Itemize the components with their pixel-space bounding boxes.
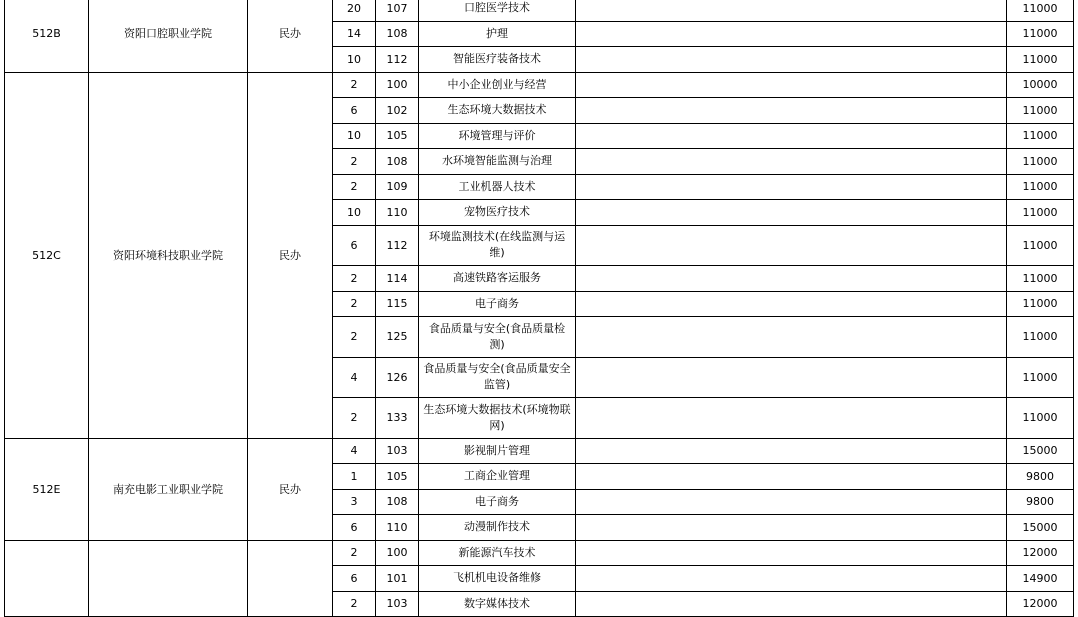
remark-cell (576, 398, 1007, 439)
major-code-cell: 102 (376, 98, 419, 124)
remark-cell (576, 464, 1007, 490)
major-code-cell: 108 (376, 489, 419, 515)
major-name-cell: 电子商务 (419, 291, 576, 317)
tuition-cell: 11000 (1007, 0, 1074, 21)
tuition-cell: 9800 (1007, 464, 1074, 490)
table-row (5, 72, 1074, 98)
major-code-cell: 125 (376, 317, 419, 358)
remark-cell (576, 149, 1007, 175)
tuition-cell: 11000 (1007, 123, 1074, 149)
remark-cell (576, 291, 1007, 317)
major-name-cell: 飞机机电设备维修 (419, 566, 576, 592)
major-code-cell: 110 (376, 200, 419, 226)
remark-cell (576, 317, 1007, 358)
school-code-cell (5, 540, 89, 617)
remark-cell (576, 0, 1007, 21)
plan-count-cell: 2 (333, 149, 376, 175)
major-name-cell: 食品质量与安全(食品质量检测) (419, 317, 576, 358)
major-name-cell: 中小企业创业与经营 (419, 72, 576, 98)
enrollment-table (4, 0, 1074, 617)
major-name-cell: 水环境智能监测与治理 (419, 149, 576, 175)
remark-cell (576, 515, 1007, 541)
tuition-cell: 11000 (1007, 98, 1074, 124)
tuition-cell: 11000 (1007, 174, 1074, 200)
plan-count-cell: 4 (333, 438, 376, 464)
tuition-cell: 11000 (1007, 47, 1074, 73)
major-code-cell: 112 (376, 225, 419, 266)
table-row (5, 0, 1074, 21)
remark-cell (576, 591, 1007, 617)
major-code-cell: 133 (376, 398, 419, 439)
major-code-cell: 109 (376, 174, 419, 200)
major-code-cell: 105 (376, 464, 419, 490)
major-code-cell: 110 (376, 515, 419, 541)
plan-count-cell: 2 (333, 72, 376, 98)
tuition-cell: 11000 (1007, 225, 1074, 266)
remark-cell (576, 489, 1007, 515)
plan-count-cell: 6 (333, 566, 376, 592)
remark-cell (576, 98, 1007, 124)
remark-cell (576, 72, 1007, 98)
plan-count-cell: 10 (333, 47, 376, 73)
remark-cell (576, 266, 1007, 292)
major-name-cell: 数字媒体技术 (419, 591, 576, 617)
major-code-cell: 115 (376, 291, 419, 317)
tuition-cell: 10000 (1007, 72, 1074, 98)
tuition-cell: 11000 (1007, 266, 1074, 292)
plan-count-cell: 2 (333, 174, 376, 200)
major-code-cell: 103 (376, 438, 419, 464)
major-name-cell: 动漫制作技术 (419, 515, 576, 541)
major-code-cell: 114 (376, 266, 419, 292)
plan-count-cell: 2 (333, 540, 376, 566)
major-name-cell: 影视制片管理 (419, 438, 576, 464)
major-name-cell: 宠物医疗技术 (419, 200, 576, 226)
remark-cell (576, 21, 1007, 47)
remark-cell (576, 174, 1007, 200)
plan-count-cell: 2 (333, 591, 376, 617)
plan-count-cell: 10 (333, 123, 376, 149)
major-name-cell: 新能源汽车技术 (419, 540, 576, 566)
major-name-cell: 环境管理与评价 (419, 123, 576, 149)
plan-count-cell: 1 (333, 464, 376, 490)
major-code-cell: 105 (376, 123, 419, 149)
major-name-cell: 生态环境大数据技术 (419, 98, 576, 124)
major-name-cell: 工业机器人技术 (419, 174, 576, 200)
major-code-cell: 108 (376, 21, 419, 47)
major-name-cell: 护理 (419, 21, 576, 47)
major-name-cell: 食品质量与安全(食品质量安全监管) (419, 357, 576, 398)
remark-cell (576, 47, 1007, 73)
plan-count-cell: 2 (333, 266, 376, 292)
school-code-cell: 512B (5, 0, 89, 72)
tuition-cell: 12000 (1007, 540, 1074, 566)
tuition-cell: 11000 (1007, 398, 1074, 439)
school-code-cell: 512C (5, 72, 89, 438)
plan-count-cell: 6 (333, 98, 376, 124)
remark-cell (576, 225, 1007, 266)
plan-count-cell: 6 (333, 225, 376, 266)
tuition-cell: 14900 (1007, 566, 1074, 592)
major-name-cell: 环境监测技术(在线监测与运维) (419, 225, 576, 266)
school-name-cell: 南充电影工业职业学院 (89, 438, 248, 540)
table-body (5, 0, 1074, 617)
remark-cell (576, 540, 1007, 566)
plan-count-cell: 14 (333, 21, 376, 47)
remark-cell (576, 123, 1007, 149)
tuition-cell: 11000 (1007, 149, 1074, 175)
tuition-cell: 11000 (1007, 21, 1074, 47)
school-type-cell: 民办 (248, 0, 333, 72)
major-name-cell: 智能医疗装备技术 (419, 47, 576, 73)
remark-cell (576, 438, 1007, 464)
major-code-cell: 100 (376, 72, 419, 98)
plan-count-cell: 2 (333, 291, 376, 317)
tuition-cell: 15000 (1007, 438, 1074, 464)
tuition-cell: 12000 (1007, 591, 1074, 617)
remark-cell (576, 200, 1007, 226)
school-code-cell: 512E (5, 438, 89, 540)
school-type-cell: 民办 (248, 72, 333, 438)
major-name-cell: 电子商务 (419, 489, 576, 515)
plan-count-cell: 20 (333, 0, 376, 21)
remark-cell (576, 566, 1007, 592)
remark-cell (576, 357, 1007, 398)
plan-count-cell: 6 (333, 515, 376, 541)
plan-count-cell: 4 (333, 357, 376, 398)
major-code-cell: 126 (376, 357, 419, 398)
tuition-cell: 11000 (1007, 291, 1074, 317)
school-type-cell: 民办 (248, 438, 333, 540)
major-name-cell: 口腔医学技术 (419, 0, 576, 21)
table-row (5, 438, 1074, 464)
tuition-cell: 11000 (1007, 357, 1074, 398)
plan-count-cell: 2 (333, 398, 376, 439)
major-name-cell: 生态环境大数据技术(环境物联网) (419, 398, 576, 439)
major-code-cell: 103 (376, 591, 419, 617)
plan-count-cell: 10 (333, 200, 376, 226)
school-name-cell (89, 540, 248, 617)
major-code-cell: 100 (376, 540, 419, 566)
tuition-cell: 11000 (1007, 200, 1074, 226)
tuition-cell: 9800 (1007, 489, 1074, 515)
plan-count-cell: 2 (333, 317, 376, 358)
school-name-cell: 资阳口腔职业学院 (89, 0, 248, 72)
major-code-cell: 101 (376, 566, 419, 592)
major-code-cell: 112 (376, 47, 419, 73)
school-type-cell (248, 540, 333, 617)
school-name-cell: 资阳环境科技职业学院 (89, 72, 248, 438)
plan-count-cell: 3 (333, 489, 376, 515)
tuition-cell: 15000 (1007, 515, 1074, 541)
major-name-cell: 高速铁路客运服务 (419, 266, 576, 292)
major-name-cell: 工商企业管理 (419, 464, 576, 490)
table-row (5, 540, 1074, 566)
tuition-cell: 11000 (1007, 317, 1074, 358)
major-code-cell: 107 (376, 0, 419, 21)
major-code-cell: 108 (376, 149, 419, 175)
